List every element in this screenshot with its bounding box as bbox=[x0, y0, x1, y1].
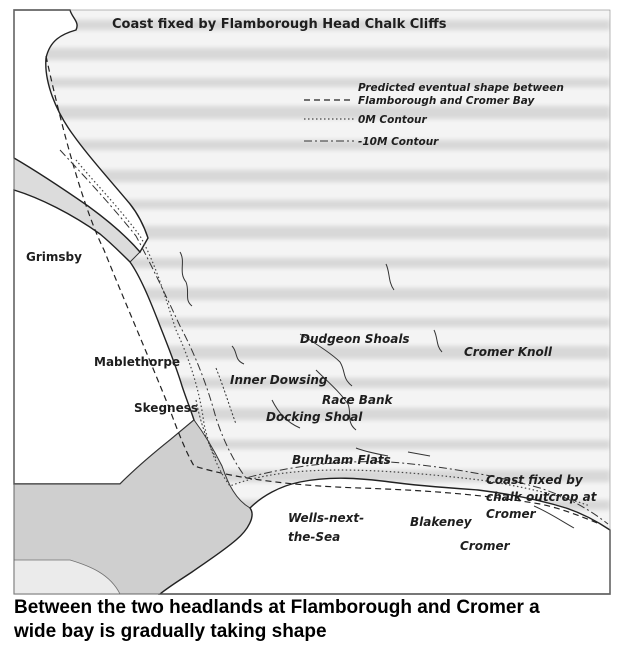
place-label-wells-line1: Wells-next- bbox=[288, 511, 365, 525]
place-label-skegness: Skegness bbox=[134, 401, 198, 415]
legend-predicted-line2: Flamborough and Cromer Bay bbox=[358, 95, 535, 107]
label-cromer-knoll: Cromer Knoll bbox=[464, 345, 553, 359]
place-label-grimsby: Grimsby bbox=[26, 250, 82, 264]
figure-caption bbox=[14, 596, 614, 644]
cromer-note-line1: Coast fixed by bbox=[486, 473, 583, 487]
place-label-mablethorpe: Mablethorpe bbox=[94, 355, 181, 369]
label-race-bank: Race Bank bbox=[322, 393, 393, 407]
label-burnham-flats: Burnham Flats bbox=[292, 453, 391, 467]
legend-ten-contour-label: -10M Contour bbox=[358, 136, 439, 148]
label-inner-dowsing: Inner Dowsing bbox=[230, 373, 328, 387]
legend-zero-contour-label: 0M Contour bbox=[358, 114, 427, 126]
place-label-cromer: Cromer bbox=[460, 539, 510, 553]
cromer-note-line3: Cromer bbox=[486, 507, 536, 521]
place-label-blakeney: Blakeney bbox=[410, 515, 472, 529]
cromer-note-line2: chalk outcrop at bbox=[486, 490, 597, 504]
legend-predicted-line1: Predicted eventual shape between bbox=[358, 82, 564, 94]
label-dudgeon-shoals: Dudgeon Shoals bbox=[300, 332, 410, 346]
map-title: Coast fixed by Flamborough Head Chalk Cliffs bbox=[112, 17, 447, 32]
caption-line1: Between the two headlands at Flamborough and Cromer a bbox=[14, 597, 540, 618]
place-label-wells-line2: the-Sea bbox=[288, 530, 341, 544]
caption-line2: wide bay is gradually taking shape bbox=[14, 621, 327, 642]
label-docking-shoal: Docking Shoal bbox=[266, 410, 363, 424]
